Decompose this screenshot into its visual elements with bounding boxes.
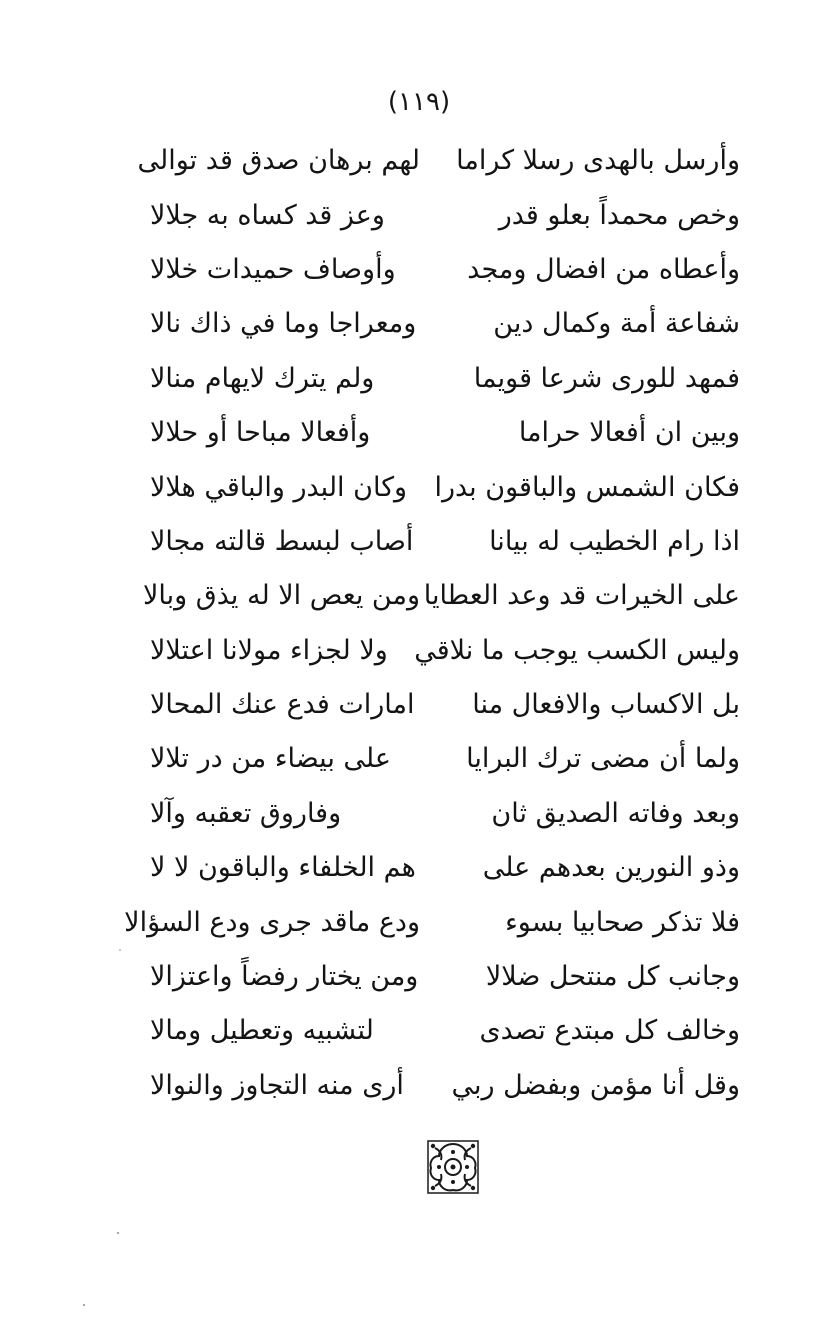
verse-line: [137, 134, 740, 188]
verse-line: [150, 460, 740, 514]
verse-first-hemistich: وخالف كل مبتدع تصدى: [479, 1015, 740, 1047]
verse-line: [150, 787, 740, 841]
verse-first-hemistich: وجانب كل منتحل ضلالا: [485, 961, 740, 993]
verse-second-hemistich: وأفعالا مباحا أو حلالا: [150, 417, 371, 449]
ornament-icon: [425, 1138, 481, 1196]
verse-second-hemistich: لتشبيه وتعطيل ومالا: [150, 1015, 374, 1047]
page-number: (١١٩): [387, 87, 451, 117]
verse-line: [150, 624, 740, 678]
verse-line: [150, 1059, 740, 1113]
verse-second-hemistich: ومعراجا وما في ذاك نالا: [150, 308, 417, 340]
verse-first-hemistich: فلا تذكر صحابيا بسوء: [505, 906, 740, 938]
verse-line: [150, 678, 740, 732]
verse-first-hemistich: على الخيرات قد وعد العطايا: [423, 580, 740, 612]
verse-first-hemistich: فكان الشمس والباقون بدرا: [434, 471, 740, 503]
verse-first-hemistich: فمهد للورى شرعا قويما: [473, 362, 740, 394]
verse-first-hemistich: بل الاكساب والافعال منا: [472, 689, 740, 721]
verse-second-hemistich: ولا لجزاء مولانا اعتلالا: [150, 634, 388, 666]
verse-line: [124, 895, 740, 949]
verse-first-hemistich: وليس الكسب يوجب ما نلاقي: [414, 634, 740, 666]
verse-line: [142, 569, 740, 623]
poem-body: [124, 134, 740, 1113]
verse-first-hemistich: اذا رام الخطيب له بيانا: [489, 525, 740, 557]
verse-first-hemistich: وأعطاه من افضال ومجد: [467, 253, 740, 285]
verse-first-hemistich: وقل أنا مؤمن وبفضل ربي: [451, 1069, 740, 1101]
verse-second-hemistich: وفاروق تعقبه وآلا: [150, 797, 342, 829]
verse-second-hemistich: أرى منه التجاوز والنوالا: [150, 1069, 404, 1101]
verse-second-hemistich: على بيضاء من در تلالا: [150, 743, 391, 775]
verse-line: [150, 243, 740, 297]
verse-second-hemistich: ولم يترك لايهام منالا: [150, 362, 375, 394]
verse-line: [150, 950, 740, 1004]
verse-line: [150, 732, 740, 786]
verse-second-hemistich: ومن يعص الا له يذق وبالا: [142, 580, 420, 612]
verse-line: [150, 188, 740, 242]
verse-second-hemistich: وكان البدر والباقي هلالا: [150, 471, 408, 503]
verse-first-hemistich: وخص محمداً بعلو قدر: [498, 199, 740, 231]
verse-line: [150, 1004, 740, 1058]
verse-first-hemistich: شفاعة أمة وكمال دين: [493, 308, 740, 340]
verse-second-hemistich: امارات فدع عنك المحالا: [150, 689, 415, 721]
verse-second-hemistich: هم الخلفاء والباقون لا لا: [150, 852, 416, 884]
verse-line: [150, 406, 740, 460]
verse-first-hemistich: ولما أن مضى ترك البرايا: [466, 743, 740, 775]
verse-first-hemistich: وذو النورين بعدهم على: [482, 852, 740, 884]
verse-first-hemistich: وأرسل بالهدى رسلا كراما: [456, 145, 740, 177]
verse-line: [150, 515, 740, 569]
verse-second-hemistich: ومن يختار رفضاً واعتزالا: [150, 961, 419, 993]
verse-line: [150, 352, 740, 406]
verse-line: [150, 841, 740, 895]
verse-second-hemistich: ودع ماقد جرى ودع السؤالا: [124, 906, 420, 938]
verse-second-hemistich: أصاب لبسط قالته مجالا: [150, 525, 414, 557]
verse-first-hemistich: وبعد وفاته الصديق ثان: [491, 797, 740, 829]
verse-second-hemistich: لهم برهان صدق قد توالى: [137, 145, 420, 177]
verse-line: [150, 297, 740, 351]
verse-second-hemistich: وأوصاف حميدات خلالا: [150, 253, 396, 285]
verse-second-hemistich: وعز قد كساه به جلالا: [150, 199, 385, 231]
verse-first-hemistich: وبين ان أفعالا حراما: [518, 417, 740, 449]
